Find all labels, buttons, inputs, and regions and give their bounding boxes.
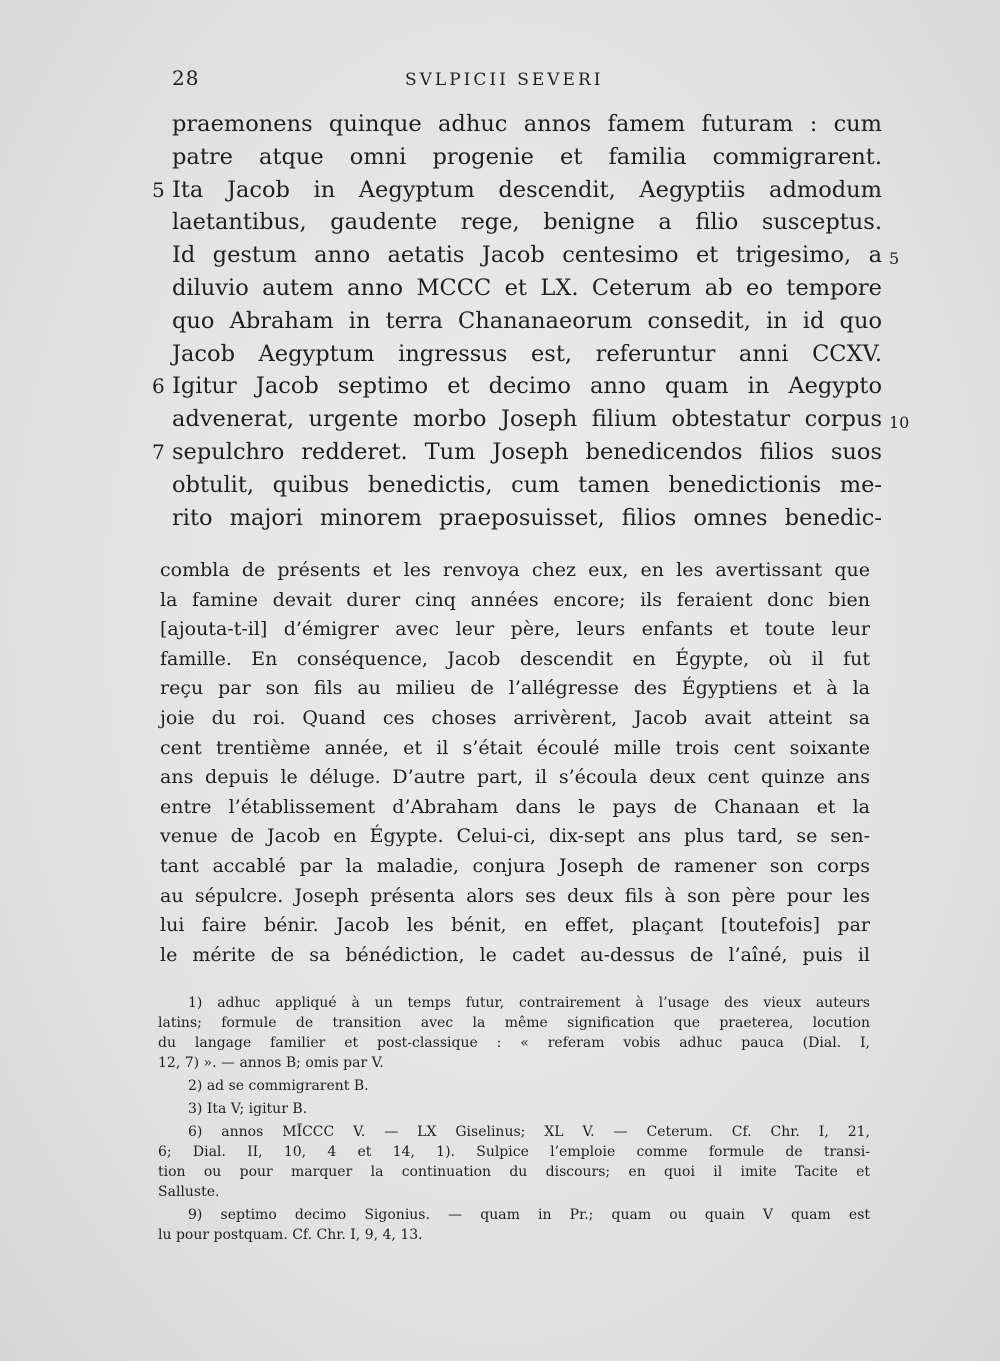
footnote — [158, 1076, 870, 1096]
latin-line — [172, 239, 900, 272]
latin-text-block — [152, 108, 910, 534]
footnote-line: Salluste. — [158, 1184, 220, 1200]
french-translation-block — [160, 556, 870, 970]
french-line: reçu par son fils au milieu de l’allégresse des Égyptiens et à la — [160, 677, 870, 700]
footnote — [158, 1099, 870, 1119]
footnote — [158, 1122, 870, 1202]
latin-line-text: quo Abraham in terra Chananaeorum consedit, in id quo — [172, 307, 882, 334]
footnote-line: 6) annos MĪCCC V. — LX Giselinus; XL V. — Ceterum. Cf. Chr. I, 21, — [188, 1124, 870, 1140]
french-line: [ajouta-t-il] d’émigrer avec leur père, leurs enfants et toute leur — [160, 618, 870, 641]
latin-line — [152, 436, 882, 469]
section-number: 6 — [152, 374, 165, 399]
latin-line — [152, 370, 882, 403]
section-number: 5 — [152, 177, 165, 202]
french-line: le mérite de sa bénédiction, le cadet au-dessus de l’aîné, puis il — [160, 943, 870, 966]
french-line: lui faire bénir. Jacob les bénit, en effet, plaçant [toutefois] par — [160, 914, 870, 937]
french-line: venue de Jacob en Égypte. Celui-ci, dix-sept ans plus tard, se sen- — [160, 825, 870, 848]
french-line: ans depuis le déluge. D’autre part, il s’écoula deux cent quinze ans — [160, 766, 870, 789]
footnote-line: 2) ad se commigrarent B. — [188, 1078, 369, 1094]
footnote-line: 1) adhuc appliqué à un temps futur, contrairement à l’usage des vieux auteurs — [188, 995, 870, 1011]
latin-line — [172, 272, 882, 305]
footnote-line: 9) septimo decimo Sigonius. — quam in Pr.; quam ou quain V quam est — [188, 1207, 870, 1223]
latin-line-text: advenerat, urgente morbo Joseph filium obtestatur corpus — [172, 406, 882, 433]
latin-line — [172, 206, 882, 239]
latin-line — [172, 502, 882, 535]
footnote-line: 3) Ita V; igitur B. — [188, 1101, 308, 1117]
footnotes-block — [158, 993, 870, 1248]
latin-line-text: rito majori minorem praeposuisset, filios omnes benedic- — [172, 504, 882, 531]
footnote-line: du langage familier et post-classique : « referam vobis adhuc pauca (Dial. I, — [158, 1035, 870, 1051]
footnote-line: lu pour postquam. Cf. Chr. I, 9, 4, 13. — [158, 1227, 423, 1243]
french-line: joie du roi. Quand ces choses arrivèrent, Jacob avait atteint sa — [160, 706, 870, 729]
latin-line-text: obtulit, quibus benedictis, cum tamen benedictionis me- — [172, 471, 882, 498]
french-line: au sépulcre. Joseph présenta alors ses deux fils à son père pour les — [160, 884, 870, 907]
french-line: combla de présents et les renvoya chez eux, en les avertissant que — [160, 559, 870, 581]
latin-line — [172, 141, 882, 174]
french-line: famille. En conséquence, Jacob descendit en Égypte, où il fut — [160, 647, 870, 670]
latin-line — [172, 469, 882, 502]
latin-line-text: laetantibus, gaudente rege, benigne a filio susceptus. — [172, 209, 882, 236]
latin-line-text: praemonens quinque adhuc annos famem futuram : cum — [172, 111, 882, 137]
latin-line-text: Id gestum anno aetatis Jacob centesimo et trigesimo, a — [172, 242, 882, 269]
margin-line-number: 10 — [889, 413, 910, 433]
section-number: 7 — [152, 439, 165, 464]
latin-line-text: Ita Jacob in Aegyptum descendit, Aegyptiis admodum — [172, 176, 882, 203]
french-line: entre l’établissement d’Abraham dans le pays de Chanaan et la — [160, 795, 870, 818]
latin-line-text: patre atque omni progenie et familia commigrarent. — [172, 143, 882, 170]
running-head: SVLPICII SEVERI — [405, 70, 604, 90]
latin-line — [172, 338, 882, 371]
french-line: tant accablé par la maladie, conjura Joseph de ramener son corps — [160, 854, 870, 877]
french-line: cent trentième année, et il s’était écoulé mille trois cent soixante — [160, 736, 870, 759]
margin-line-number: 5 — [889, 249, 900, 269]
footnote-line: 6; Dial. II, 10, 4 et 14, 1). Sulpice l’emploie comme formule de transi- — [158, 1144, 870, 1160]
latin-line-text: sepulchro redderet. Tum Joseph benedicendos filios suos — [172, 438, 882, 465]
latin-line-text: Igitur Jacob septimo et decimo anno quam in Aegypto — [172, 373, 882, 400]
footnote — [158, 1205, 870, 1245]
latin-line — [172, 108, 882, 141]
page-number: 28 — [172, 66, 200, 90]
latin-line-text: Jacob Aegyptum ingressus est, referuntur anni CCXV. — [172, 340, 882, 367]
latin-line-text: diluvio autem anno MCCC et LX. Ceterum ab eo tempore — [172, 274, 882, 301]
footnote-line: 12, 7) ». — annos B; omis par V. — [158, 1055, 384, 1071]
footnote — [158, 993, 870, 1073]
footnote-line: latins; formule de transition avec la même signification que praeterea, locution — [158, 1015, 870, 1031]
latin-line — [172, 305, 882, 338]
footnote-line: tion ou pour marquer la continuation du discours; en quoi il imite Tacite et — [158, 1164, 870, 1180]
latin-line — [152, 174, 882, 207]
french-line: la famine devait durer cinq années encore; ils feraient donc bien — [160, 588, 870, 611]
latin-line — [172, 403, 910, 436]
